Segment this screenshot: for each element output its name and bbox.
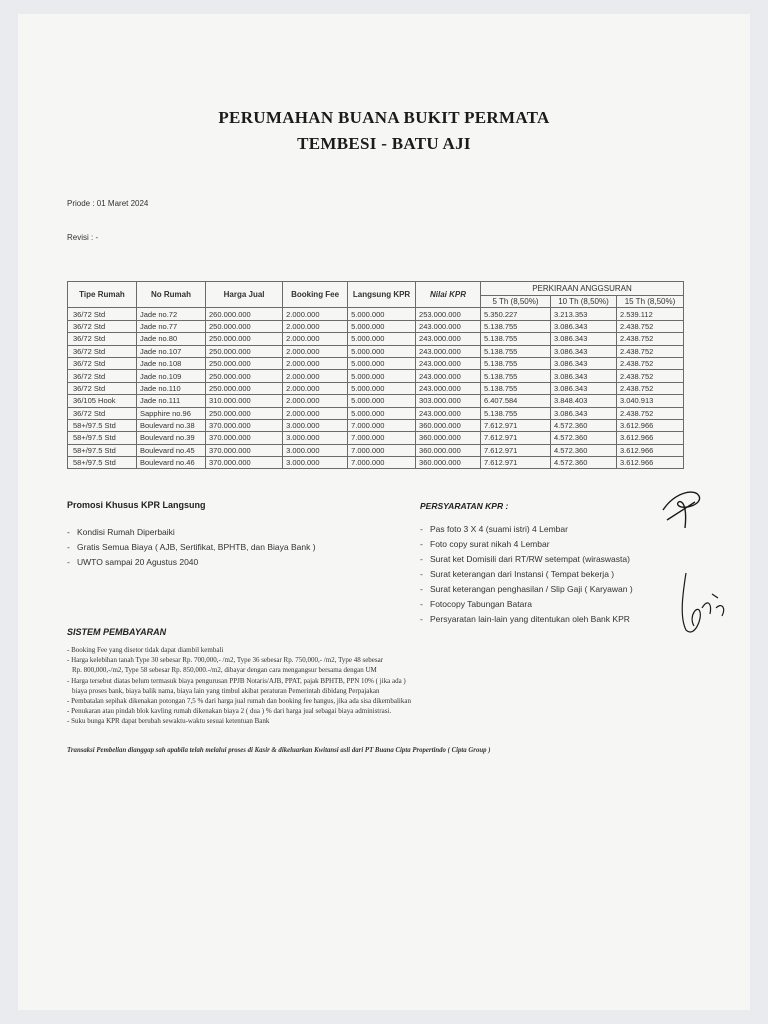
table-cell: 3.040.913 — [616, 395, 683, 407]
table-cell: 360.000.000 — [416, 457, 481, 469]
table-cell: 3.086.343 — [551, 370, 617, 382]
table-cell: 2.438.752 — [616, 333, 683, 345]
list-item: - Harga kelebihan tanah Type 30 sebesar Rp. 700,000,- /m2, Type 36 sebesar Rp. 750,000,- /m2, Type 48 sebesar — [67, 655, 547, 665]
table-cell: 370.000.000 — [206, 457, 283, 469]
table-cell: 2.438.752 — [616, 345, 683, 357]
list-item: - UWTO sampai 20 Agustus 2040 — [67, 555, 316, 570]
table-row — [68, 419, 684, 431]
table-cell: 58+/97.5 Std — [68, 457, 137, 469]
table-cell: Boulevard no.39 — [137, 432, 206, 444]
table-cell: 250.000.000 — [206, 333, 283, 345]
table-cell: 7.612.971 — [480, 419, 550, 431]
table-cell: Jade no.80 — [137, 333, 206, 345]
payment-system-title: SISTEM PEMBAYARAN — [67, 627, 167, 637]
table-cell: 3.086.343 — [551, 357, 617, 369]
table-cell: 5.000.000 — [348, 357, 416, 369]
signature-mark — [655, 480, 715, 540]
table-cell: 7.000.000 — [348, 444, 416, 456]
table-cell: 2.000.000 — [283, 407, 348, 419]
table-cell: Jade no.109 — [137, 370, 206, 382]
document-subtitle: TEMBESI - BATU AJI — [297, 134, 471, 153]
table-cell: 303.000.000 — [416, 395, 481, 407]
table-cell: 7.612.971 — [480, 457, 550, 469]
list-item: - Surat ket Domisili dari RT/RW setempat (wiraswasta) — [420, 552, 633, 567]
table-cell: Jade no.110 — [137, 382, 206, 394]
table-cell: 36/72 Std — [68, 407, 137, 419]
promo-list — [67, 525, 316, 570]
list-item: - Suku bunga KPR dapat berubah sewaktu-waktu sesuai ketentuan Bank — [67, 716, 547, 726]
table-cell: 7.000.000 — [348, 457, 416, 469]
table-cell: 370.000.000 — [206, 444, 283, 456]
table-cell: Sapphire no.96 — [137, 407, 206, 419]
table-cell: 5.138.755 — [480, 407, 550, 419]
header-10th: 10 Th (8,50%) — [551, 296, 617, 308]
table-cell: 2.000.000 — [283, 308, 348, 320]
list-item: - Surat keterangan dari Instansi ( Tempat bekerja ) — [420, 567, 633, 582]
table-cell: 2.000.000 — [283, 320, 348, 332]
table-cell: 5.000.000 — [348, 382, 416, 394]
table-cell: 250.000.000 — [206, 345, 283, 357]
table-cell: 243.000.000 — [416, 345, 481, 357]
table-cell: 4.572.360 — [551, 457, 617, 469]
table-row — [68, 382, 684, 394]
table-cell: 5.138.755 — [480, 345, 550, 357]
table-cell: 3.000.000 — [283, 444, 348, 456]
list-item: - Penukaran atau pindah blok kavling rumah dikenakan biaya 2 ( dua ) % dari harga jual sebagai biaya administrasi. — [67, 706, 547, 716]
table-cell: 5.000.000 — [348, 308, 416, 320]
table-cell: Boulevard no.45 — [137, 444, 206, 456]
price-table-body — [68, 308, 684, 469]
list-item: Rp. 800,000,-/m2, Type 58 sebesar Rp. 850,000.-/m2, dibayar dengan cara mengangsur bersama dengan UM — [72, 666, 377, 675]
table-cell: 7.612.971 — [480, 444, 550, 456]
table-row — [68, 432, 684, 444]
table-cell: 5.138.755 — [480, 357, 550, 369]
table-cell: 243.000.000 — [416, 407, 481, 419]
table-cell: 36/72 Std — [68, 333, 137, 345]
table-cell: 370.000.000 — [206, 419, 283, 431]
table-cell: 253.000.000 — [416, 308, 481, 320]
table-cell: 3.086.343 — [551, 333, 617, 345]
table-cell: 250.000.000 — [206, 357, 283, 369]
table-cell: 36/72 Std — [68, 370, 137, 382]
table-cell: 260.000.000 — [206, 308, 283, 320]
table-cell: 3.213.353 — [551, 308, 617, 320]
table-cell: 250.000.000 — [206, 370, 283, 382]
table-cell: 3.612.966 — [616, 419, 683, 431]
list-item: - Booking Fee yang disetor tidak dapat diambil kembali — [67, 645, 547, 655]
table-cell: 2.438.752 — [616, 370, 683, 382]
table-row — [68, 345, 684, 357]
table-cell: 360.000.000 — [416, 432, 481, 444]
list-item: - Foto copy surat nikah 4 Lembar — [420, 537, 633, 552]
header-tipe-rumah: Tipe Rumah — [68, 282, 137, 308]
list-item: - Kondisi Rumah Diperbaiki — [67, 525, 316, 540]
list-item: - Pembatalan sepihak dikenakan potongan 7,5 % dari harga jual rumah dan booking fee hangus, jika ada sisa dikembalikan — [67, 696, 547, 706]
table-cell: 4.572.360 — [551, 419, 617, 431]
initials-mark — [672, 568, 732, 643]
table-cell: 243.000.000 — [416, 357, 481, 369]
table-cell: 2.539.112 — [616, 308, 683, 320]
list-item: - Fotocopy Tabungan Batara — [420, 597, 633, 612]
header-nilai-kpr: Nilai KPR — [416, 282, 481, 308]
table-row — [68, 370, 684, 382]
table-row — [68, 357, 684, 369]
payment-rules-list — [67, 645, 547, 727]
table-cell: 243.000.000 — [416, 382, 481, 394]
table-cell: 5.000.000 — [348, 370, 416, 382]
table-cell: Jade no.111 — [137, 395, 206, 407]
table-cell: 3.000.000 — [283, 432, 348, 444]
document-page — [18, 14, 750, 1010]
table-cell: 2.438.752 — [616, 320, 683, 332]
table-cell: 3.086.343 — [551, 382, 617, 394]
table-cell: 5.138.755 — [480, 370, 550, 382]
header-harga-jual: Harga Jual — [206, 282, 283, 308]
table-cell: 3.086.343 — [551, 320, 617, 332]
table-cell: 36/72 Std — [68, 345, 137, 357]
header-perkiraan-angsuran: PERKIRAAN ANGGSURAN — [480, 282, 683, 296]
promo-title: Promosi Khusus KPR Langsung — [67, 500, 206, 510]
table-cell: 2.000.000 — [283, 357, 348, 369]
table-cell: Boulevard no.46 — [137, 457, 206, 469]
list-item: - Persyaratan lain-lain yang ditentukan oleh Bank KPR — [420, 612, 633, 627]
table-cell: 2.438.752 — [616, 357, 683, 369]
table-cell: 360.000.000 — [416, 444, 481, 456]
table-cell: 7.612.971 — [480, 432, 550, 444]
table-cell: 2.000.000 — [283, 370, 348, 382]
table-cell: 250.000.000 — [206, 382, 283, 394]
table-cell: 5.138.755 — [480, 333, 550, 345]
table-row — [68, 308, 684, 320]
table-cell: 36/72 Std — [68, 320, 137, 332]
table-row — [68, 407, 684, 419]
table-cell: Jade no.77 — [137, 320, 206, 332]
document-title: PERUMAHAN BUANA BUKIT PERMATA — [218, 108, 550, 127]
table-cell: 2.000.000 — [283, 333, 348, 345]
list-item: - Harga tersebut diatas belum termasuk biaya pengurusan PPJB Notaris/AJB, PPAT, pajak BPHTB, PPN 10% ( jika ada ) — [67, 676, 547, 686]
table-cell: 58+/97.5 Std — [68, 419, 137, 431]
table-cell: 360.000.000 — [416, 419, 481, 431]
table-cell: 2.000.000 — [283, 345, 348, 357]
table-cell: 3.086.343 — [551, 407, 617, 419]
table-cell: 250.000.000 — [206, 407, 283, 419]
table-cell: 243.000.000 — [416, 320, 481, 332]
table-row — [68, 320, 684, 332]
table-cell: 5.138.755 — [480, 382, 550, 394]
header-langsung-kpr: Langsung KPR — [348, 282, 416, 308]
table-cell: 243.000.000 — [416, 370, 481, 382]
table-cell: 5.000.000 — [348, 407, 416, 419]
table-cell: Boulevard no.38 — [137, 419, 206, 431]
header-15th: 15 Th (8,50%) — [616, 296, 683, 308]
requirements-title: PERSYARATAN KPR : — [420, 501, 509, 511]
table-cell: 36/72 Std — [68, 308, 137, 320]
table-cell: 36/72 Std — [68, 382, 137, 394]
table-cell: 2.438.752 — [616, 382, 683, 394]
table-cell: 4.572.360 — [551, 444, 617, 456]
table-cell: 7.000.000 — [348, 419, 416, 431]
table-cell: 370.000.000 — [206, 432, 283, 444]
period-label: Priode : 01 Maret 2024 — [67, 199, 149, 208]
table-cell: 4.572.360 — [551, 432, 617, 444]
table-cell: 3.612.966 — [616, 432, 683, 444]
header-no-rumah: No Rumah — [137, 282, 206, 308]
table-cell: 5.350.227 — [480, 308, 550, 320]
list-item: biaya proses bank, biaya balik nama, biaya lain yang timbul akibat peraturan Pemerintah dibidang Perpajakan — [72, 686, 380, 695]
table-cell: 310.000.000 — [206, 395, 283, 407]
table-cell: 3.000.000 — [283, 457, 348, 469]
table-cell: 3.848.403 — [551, 395, 617, 407]
table-cell: 5.000.000 — [348, 333, 416, 345]
table-cell: 7.000.000 — [348, 432, 416, 444]
table-cell: 36/105 Hook — [68, 395, 137, 407]
table-cell: 3.612.966 — [616, 457, 683, 469]
table-cell: 5.000.000 — [348, 345, 416, 357]
requirements-list — [420, 522, 633, 627]
table-cell: 2.438.752 — [616, 407, 683, 419]
list-item: - Pas foto 3 X 4 (suami istri) 4 Lembar — [420, 522, 633, 537]
table-cell: 3.086.343 — [551, 345, 617, 357]
table-row — [68, 333, 684, 345]
table-cell: Jade no.108 — [137, 357, 206, 369]
footer-note: Transaksi Pembelian dianggap sah apabila telah melalui proses di Kasir & dikeluarkan Kwitansi asli dari PT Buana Cipta Propertindo ( Cipta Group ) — [67, 747, 491, 754]
table-cell: 36/72 Std — [68, 357, 137, 369]
list-item: - Surat keterangan penghasilan / Slip Gaji ( Karyawan ) — [420, 582, 633, 597]
table-cell: Jade no.107 — [137, 345, 206, 357]
table-cell: Jade no.72 — [137, 308, 206, 320]
price-table — [67, 281, 684, 469]
table-cell: 250.000.000 — [206, 320, 283, 332]
table-cell: 58+/97.5 Std — [68, 432, 137, 444]
table-row — [68, 395, 684, 407]
table-cell: 5.000.000 — [348, 395, 416, 407]
table-row — [68, 457, 684, 469]
table-cell: 2.000.000 — [283, 382, 348, 394]
table-cell: 243.000.000 — [416, 333, 481, 345]
table-cell: 5.000.000 — [348, 320, 416, 332]
header-booking-fee: Booking Fee — [283, 282, 348, 308]
list-item: - Gratis Semua Biaya ( AJB, Sertifikat, BPHTB, dan Biaya Bank ) — [67, 540, 316, 555]
table-cell: 2.000.000 — [283, 395, 348, 407]
table-cell: 58+/97.5 Std — [68, 444, 137, 456]
table-cell: 6.407.584 — [480, 395, 550, 407]
table-cell: 3.612.966 — [616, 444, 683, 456]
header-5th: 5 Th (8,50%) — [480, 296, 550, 308]
revision-label: Revisi : - — [67, 233, 99, 242]
table-row — [68, 444, 684, 456]
table-cell: 5.138.755 — [480, 320, 550, 332]
table-cell: 3.000.000 — [283, 419, 348, 431]
